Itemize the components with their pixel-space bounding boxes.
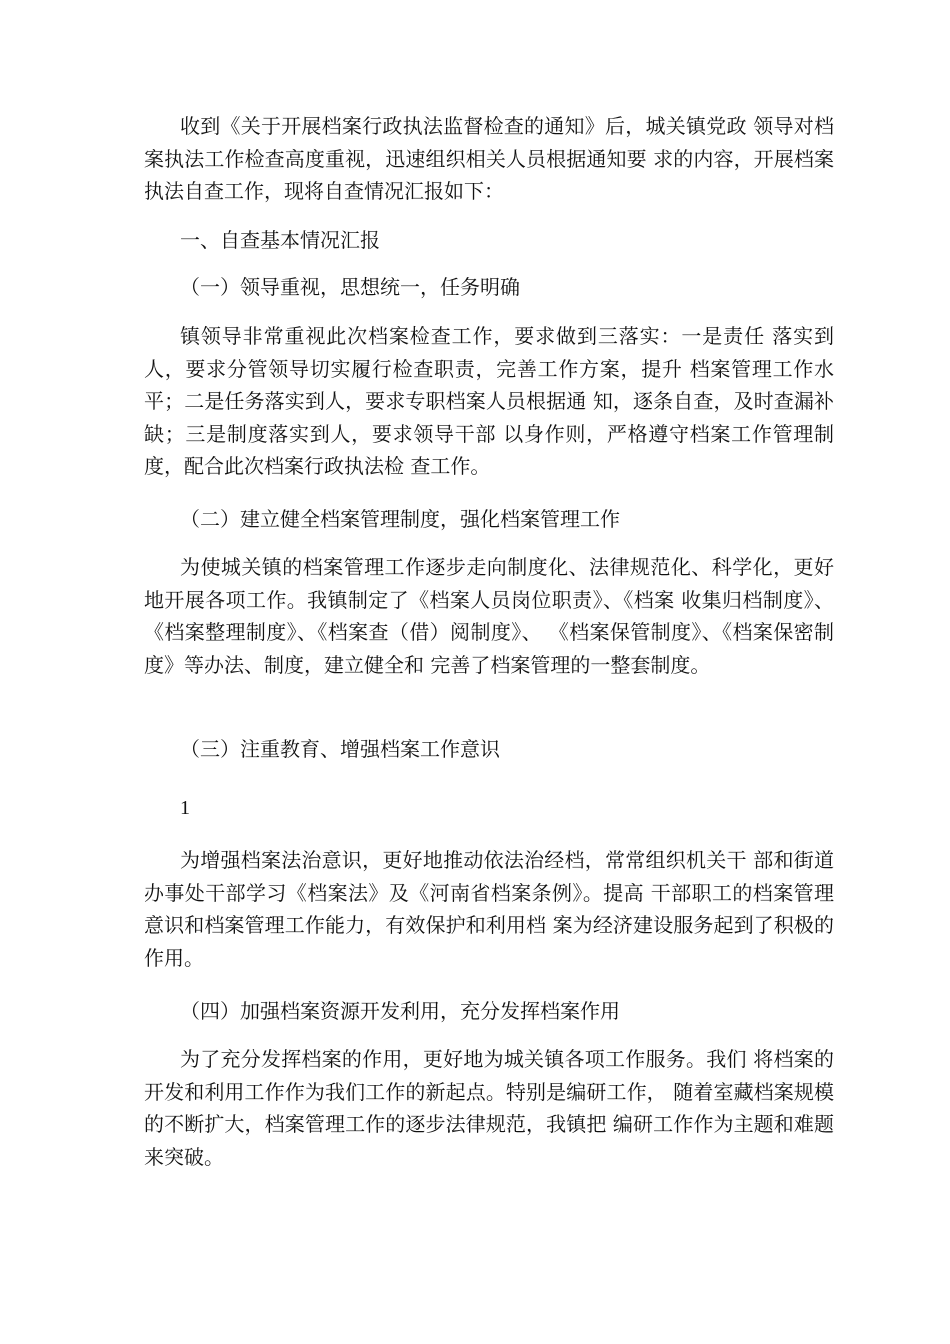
intro-paragraph: 收到《关于开展档案行政执法监督检查的通知》后，城关镇党政 领导对档案执法工作检查高度重视，迅速组织相关人员根据通知要 求的内容，开展档案执法自查工作，现将自查情况汇报如下： [144,114,834,203]
subsection-1-body: 镇领导非常重视此次档案检查工作，要求做到三落实：一是责任 落实到人，要求分管领导切实履行检查职责，完善工作方案，提升 档案管理工作水平；二是任务落实到人，要求专职档案人员根据通 知，逐条自查，及时查漏补缺；三是制度落实到人，要求领导干部 以身作则，严格遵守档案工作管理制度，配合此次档案行政执法检 查工作。 [144,324,834,478]
page-number: 1 [180,797,190,819]
subsection-heading-2: （二）建立健全档案管理制度，强化档案管理工作 [180,507,620,531]
subsection-2-body: 为使城关镇的档案管理工作逐步走向制度化、法律规范化、科学化，更好地开展各项工作。我镇制定了《档案人员岗位职责》、《档案 收集归档制度》、《档案整理制度》、《档案查（借）阅制度》、 《档案保管制度》、《档案保密制度》等办法、制度，建立健全和 完善了档案管理的一整套制度。 [144,555,834,677]
subsection-heading-4: （四）加强档案资源开发利用，充分发挥档案作用 [180,999,620,1023]
subsection-4-body: 为了充分发挥档案的作用，更好地为城关镇各项工作服务。我们 将档案的开发和利用工作作为我们工作的新起点。特别是编研工作， 随着室藏档案规模的不断扩大，档案管理工作的逐步法律规范，我镇把 编研工作作为主题和难题来突破。 [144,1047,834,1169]
section-heading-1: 一、自查基本情况汇报 [180,228,380,252]
subsection-heading-1: （一）领导重视，思想统一，任务明确 [180,275,520,299]
subsection-heading-3: （三）注重教育、增强档案工作意识 [180,737,500,761]
subsection-3-body: 为增强档案法治意识，更好地推动依法治经档，常常组织机关干 部和街道办事处干部学习《档案法》及《河南省档案条例》。提高 干部职工的档案管理意识和档案管理工作能力，有效保护和利用档 案为经济建设服务起到了积极的作用。 [144,848,834,970]
